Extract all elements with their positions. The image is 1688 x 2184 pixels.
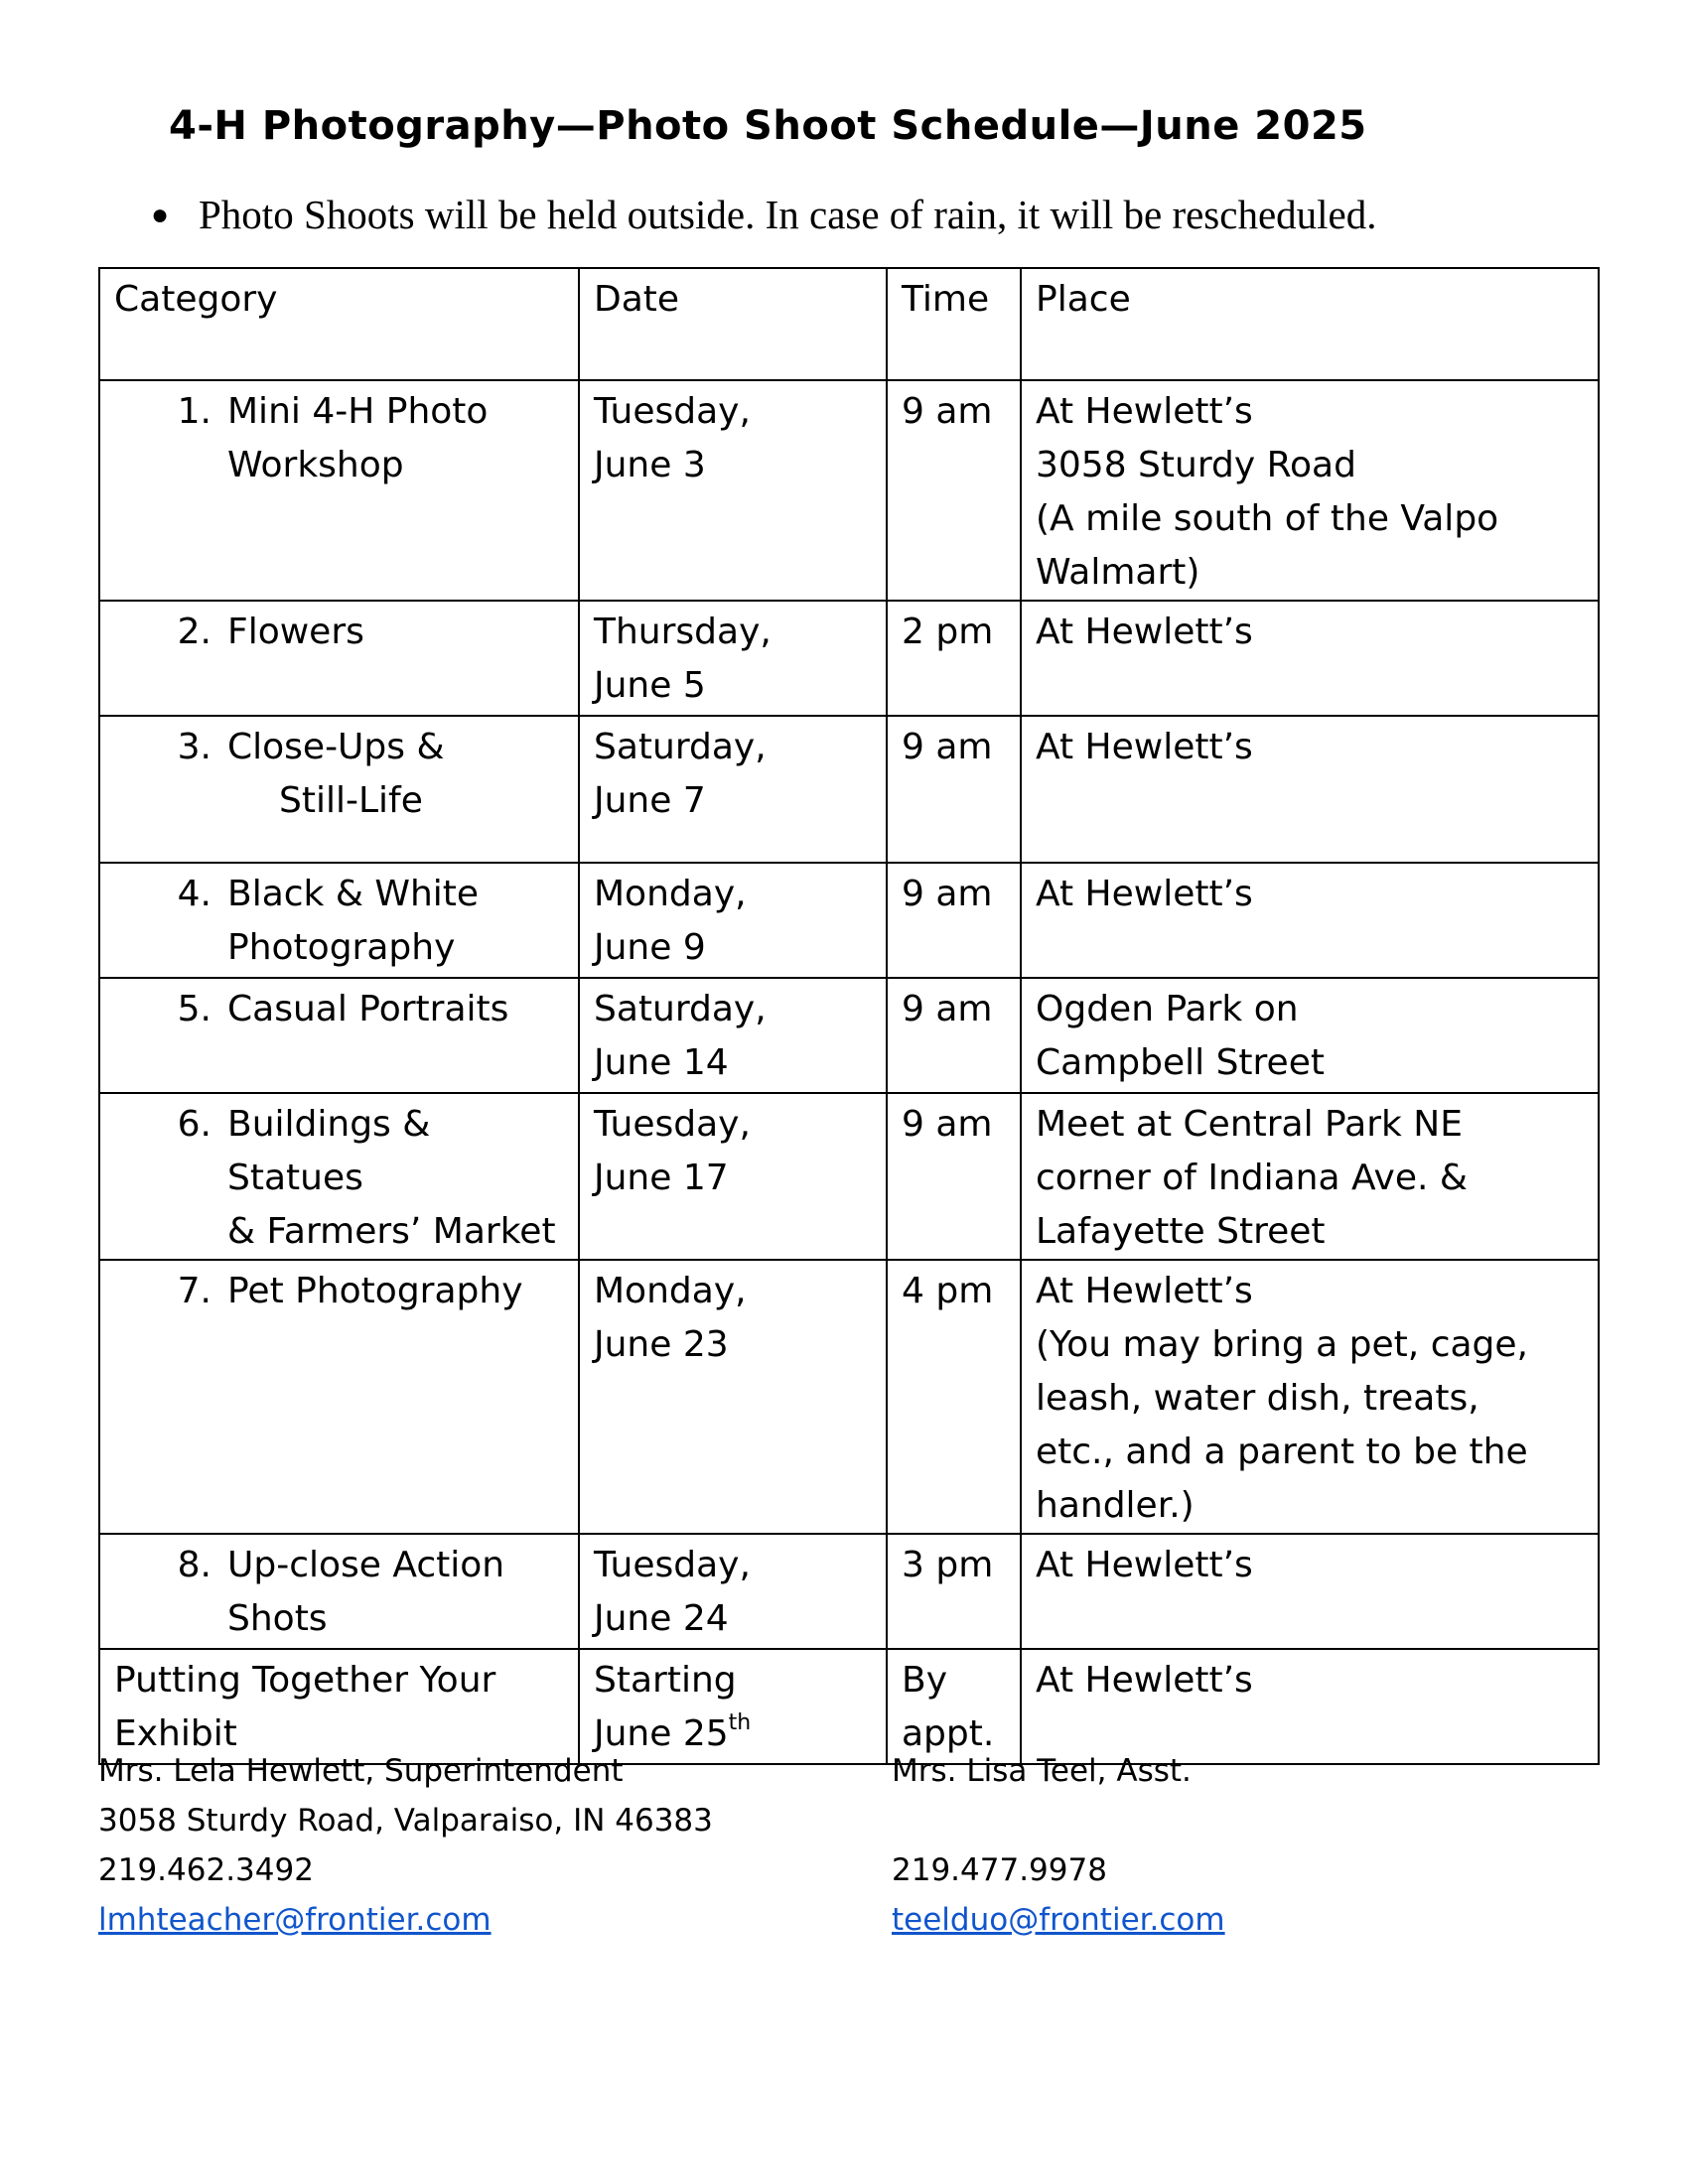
category-item	[114, 983, 564, 1036]
assistant-phone: 219.477.9978	[892, 1852, 1107, 1888]
time-cell	[887, 1260, 1021, 1534]
category-line: Photography	[227, 927, 456, 968]
place-line: corner of Indiana Ave. &	[1036, 1158, 1468, 1198]
date-line: June 17	[594, 1158, 729, 1198]
superintendent-phone: 219.462.3492	[98, 1852, 314, 1888]
place-line: (You may bring a pet, cage,	[1036, 1324, 1528, 1365]
category-item	[114, 385, 564, 492]
list-number: 1.	[177, 391, 211, 432]
date-line: Starting	[594, 1660, 737, 1701]
table-header-row	[99, 268, 1599, 380]
category-text	[227, 721, 564, 828]
date-line: Tuesday,	[594, 391, 751, 432]
date-line: June 9	[594, 927, 706, 968]
category-line: Putting Together Your	[114, 1660, 496, 1701]
place-line: At Hewlett’s	[1036, 1271, 1253, 1311]
category-item	[114, 868, 564, 975]
time-line: By	[902, 1660, 948, 1701]
table-row	[99, 1093, 1599, 1260]
table-row	[99, 601, 1599, 716]
time-line: 9 am	[902, 874, 993, 914]
place-line: At Hewlett’s	[1036, 727, 1253, 767]
table-row	[99, 716, 1599, 863]
time-cell	[887, 716, 1021, 863]
date-cell	[579, 716, 887, 863]
time-line: 9 am	[902, 989, 993, 1029]
category-line: Shots	[227, 1598, 328, 1639]
header-date: Date	[579, 268, 887, 380]
time-line: 9 am	[902, 1104, 993, 1145]
category-line: Workshop	[227, 445, 404, 485]
superintendent-email-wrap	[98, 1902, 492, 1938]
schedule-body	[99, 380, 1599, 1764]
date-cell	[579, 601, 887, 716]
assistant-email-wrap	[892, 1902, 1225, 1938]
category-text	[227, 1098, 564, 1259]
header-time: Time	[887, 268, 1021, 380]
category-line: Casual Portraits	[227, 989, 509, 1029]
category-cell	[99, 601, 579, 716]
rain-note	[151, 191, 1377, 238]
list-number: 6.	[177, 1104, 211, 1145]
place-cell	[1021, 1260, 1599, 1534]
date-line: Monday,	[594, 1271, 747, 1311]
date-line: June 14	[594, 1042, 729, 1083]
date-line: Saturday,	[594, 989, 767, 1029]
time-cell	[887, 1093, 1021, 1260]
header-category: Category	[99, 268, 579, 380]
category-cell	[99, 863, 579, 978]
category-cell	[99, 716, 579, 863]
category-text	[227, 868, 564, 975]
time-line: 2 pm	[902, 612, 994, 652]
category-line: Still-Life	[279, 780, 423, 821]
time-cell	[887, 1534, 1021, 1649]
assistant-email-link[interactable]: teelduo@frontier.com	[892, 1902, 1225, 1938]
list-number: 4.	[177, 874, 211, 914]
time-cell	[887, 978, 1021, 1093]
place-line: Campbell Street	[1036, 1042, 1325, 1083]
place-cell	[1021, 380, 1599, 601]
category-cell	[99, 380, 579, 601]
place-line: Walmart)	[1036, 552, 1200, 593]
category-line: Close-Ups &	[227, 727, 445, 767]
date-cell	[579, 1093, 887, 1260]
place-cell	[1021, 978, 1599, 1093]
date-line: Saturday,	[594, 727, 767, 767]
date-line: Thursday,	[594, 612, 772, 652]
place-cell	[1021, 601, 1599, 716]
place-cell	[1021, 863, 1599, 978]
place-line: 3058 Sturdy Road	[1036, 445, 1356, 485]
category-text	[227, 1539, 564, 1646]
category-line: & Farmers’ Market	[227, 1211, 556, 1252]
date-line	[594, 1707, 872, 1761]
category-line: Mini 4-H Photo	[227, 391, 489, 432]
list-number: 5.	[177, 989, 211, 1029]
place-line: (A mile south of the Valpo	[1036, 498, 1499, 539]
place-cell	[1021, 1649, 1599, 1764]
date-line: June 23	[594, 1324, 729, 1365]
category-cell	[99, 1260, 579, 1534]
schedule-table	[98, 267, 1600, 1765]
place-line: At Hewlett’s	[1036, 874, 1253, 914]
assistant-name: Mrs. Lisa Teel, Asst.	[892, 1753, 1192, 1789]
category-line: Flowers	[227, 612, 364, 652]
place-line: leash, water dish, treats,	[1036, 1378, 1479, 1419]
category-cell	[99, 978, 579, 1093]
date-line: June 7	[594, 780, 706, 821]
category-line: Exhibit	[114, 1713, 237, 1754]
category-cell	[99, 1649, 579, 1764]
time-line: 9 am	[902, 391, 993, 432]
place-cell	[1021, 1534, 1599, 1649]
time-cell	[887, 601, 1021, 716]
category-item	[114, 1098, 564, 1259]
category-item	[114, 606, 564, 659]
place-cell	[1021, 1093, 1599, 1260]
category-item	[114, 1539, 564, 1646]
place-line: At Hewlett’s	[1036, 1660, 1253, 1701]
category-line: Black & White	[227, 874, 480, 914]
list-number: 8.	[177, 1545, 211, 1585]
date-line: Tuesday,	[594, 1545, 751, 1585]
table-row	[99, 1260, 1599, 1534]
date-cell	[579, 978, 887, 1093]
date-line: June 5	[594, 665, 706, 706]
time-line: 4 pm	[902, 1271, 994, 1311]
time-line: 3 pm	[902, 1545, 994, 1585]
date-line: Monday,	[594, 874, 747, 914]
category-item	[114, 1265, 564, 1318]
table-row	[99, 863, 1599, 978]
date-line: June 3	[594, 445, 706, 485]
date-cell	[579, 1260, 887, 1534]
place-line: At Hewlett’s	[1036, 391, 1253, 432]
superintendent-email-link[interactable]: lmhteacher@frontier.com	[98, 1902, 492, 1938]
time-cell	[887, 863, 1021, 978]
superintendent-address: 3058 Sturdy Road, Valparaiso, IN 46383	[98, 1803, 713, 1839]
date-cell	[579, 863, 887, 978]
category-cell	[99, 1534, 579, 1649]
category-text	[227, 606, 564, 659]
place-line: Meet at Central Park NE	[1036, 1104, 1463, 1145]
category-text	[227, 1265, 564, 1318]
category-line: Buildings & Statues	[227, 1104, 431, 1198]
time-line: 9 am	[902, 727, 993, 767]
list-number: 7.	[177, 1271, 211, 1311]
time-line: appt.	[902, 1713, 995, 1754]
place-line: etc., and a parent to be the	[1036, 1432, 1528, 1472]
table-row-exhibit	[99, 1649, 1599, 1764]
category-line: Up-close Action	[227, 1545, 505, 1585]
table-row	[99, 380, 1599, 601]
category-text	[227, 385, 564, 492]
list-number: 3.	[177, 727, 211, 767]
list-number: 2.	[177, 612, 211, 652]
date-line: Tuesday,	[594, 1104, 751, 1145]
place-line: At Hewlett’s	[1036, 1545, 1253, 1585]
table-row	[99, 1534, 1599, 1649]
place-line: Ogden Park on	[1036, 989, 1299, 1029]
date-cell	[579, 1649, 887, 1764]
category-line: Pet Photography	[227, 1271, 523, 1311]
place-line: At Hewlett’s	[1036, 612, 1253, 652]
date-line: June 24	[594, 1598, 729, 1639]
superintendent-name: Mrs. Lela Hewlett, Superintendent	[98, 1753, 624, 1789]
category-item	[114, 721, 564, 828]
place-line: Lafayette Street	[1036, 1211, 1326, 1252]
date-cell	[579, 1534, 887, 1649]
table-row	[99, 978, 1599, 1093]
time-cell	[887, 380, 1021, 601]
time-cell	[887, 1649, 1021, 1764]
place-cell	[1021, 716, 1599, 863]
rain-note-text: Photo Shoots will be held outside. In case of rain, it will be rescheduled.	[199, 192, 1377, 237]
page-title: 4-H Photography—Photo Shoot Schedule—June 2025	[169, 103, 1367, 149]
category-text	[227, 983, 564, 1036]
header-place: Place	[1021, 268, 1599, 380]
date-text: June 25	[594, 1713, 729, 1754]
date-cell	[579, 380, 887, 601]
date-ordinal-suffix: th	[728, 1710, 752, 1735]
bullet-icon: ●	[151, 199, 170, 231]
place-line: handler.)	[1036, 1485, 1195, 1526]
category-cell	[99, 1093, 579, 1260]
